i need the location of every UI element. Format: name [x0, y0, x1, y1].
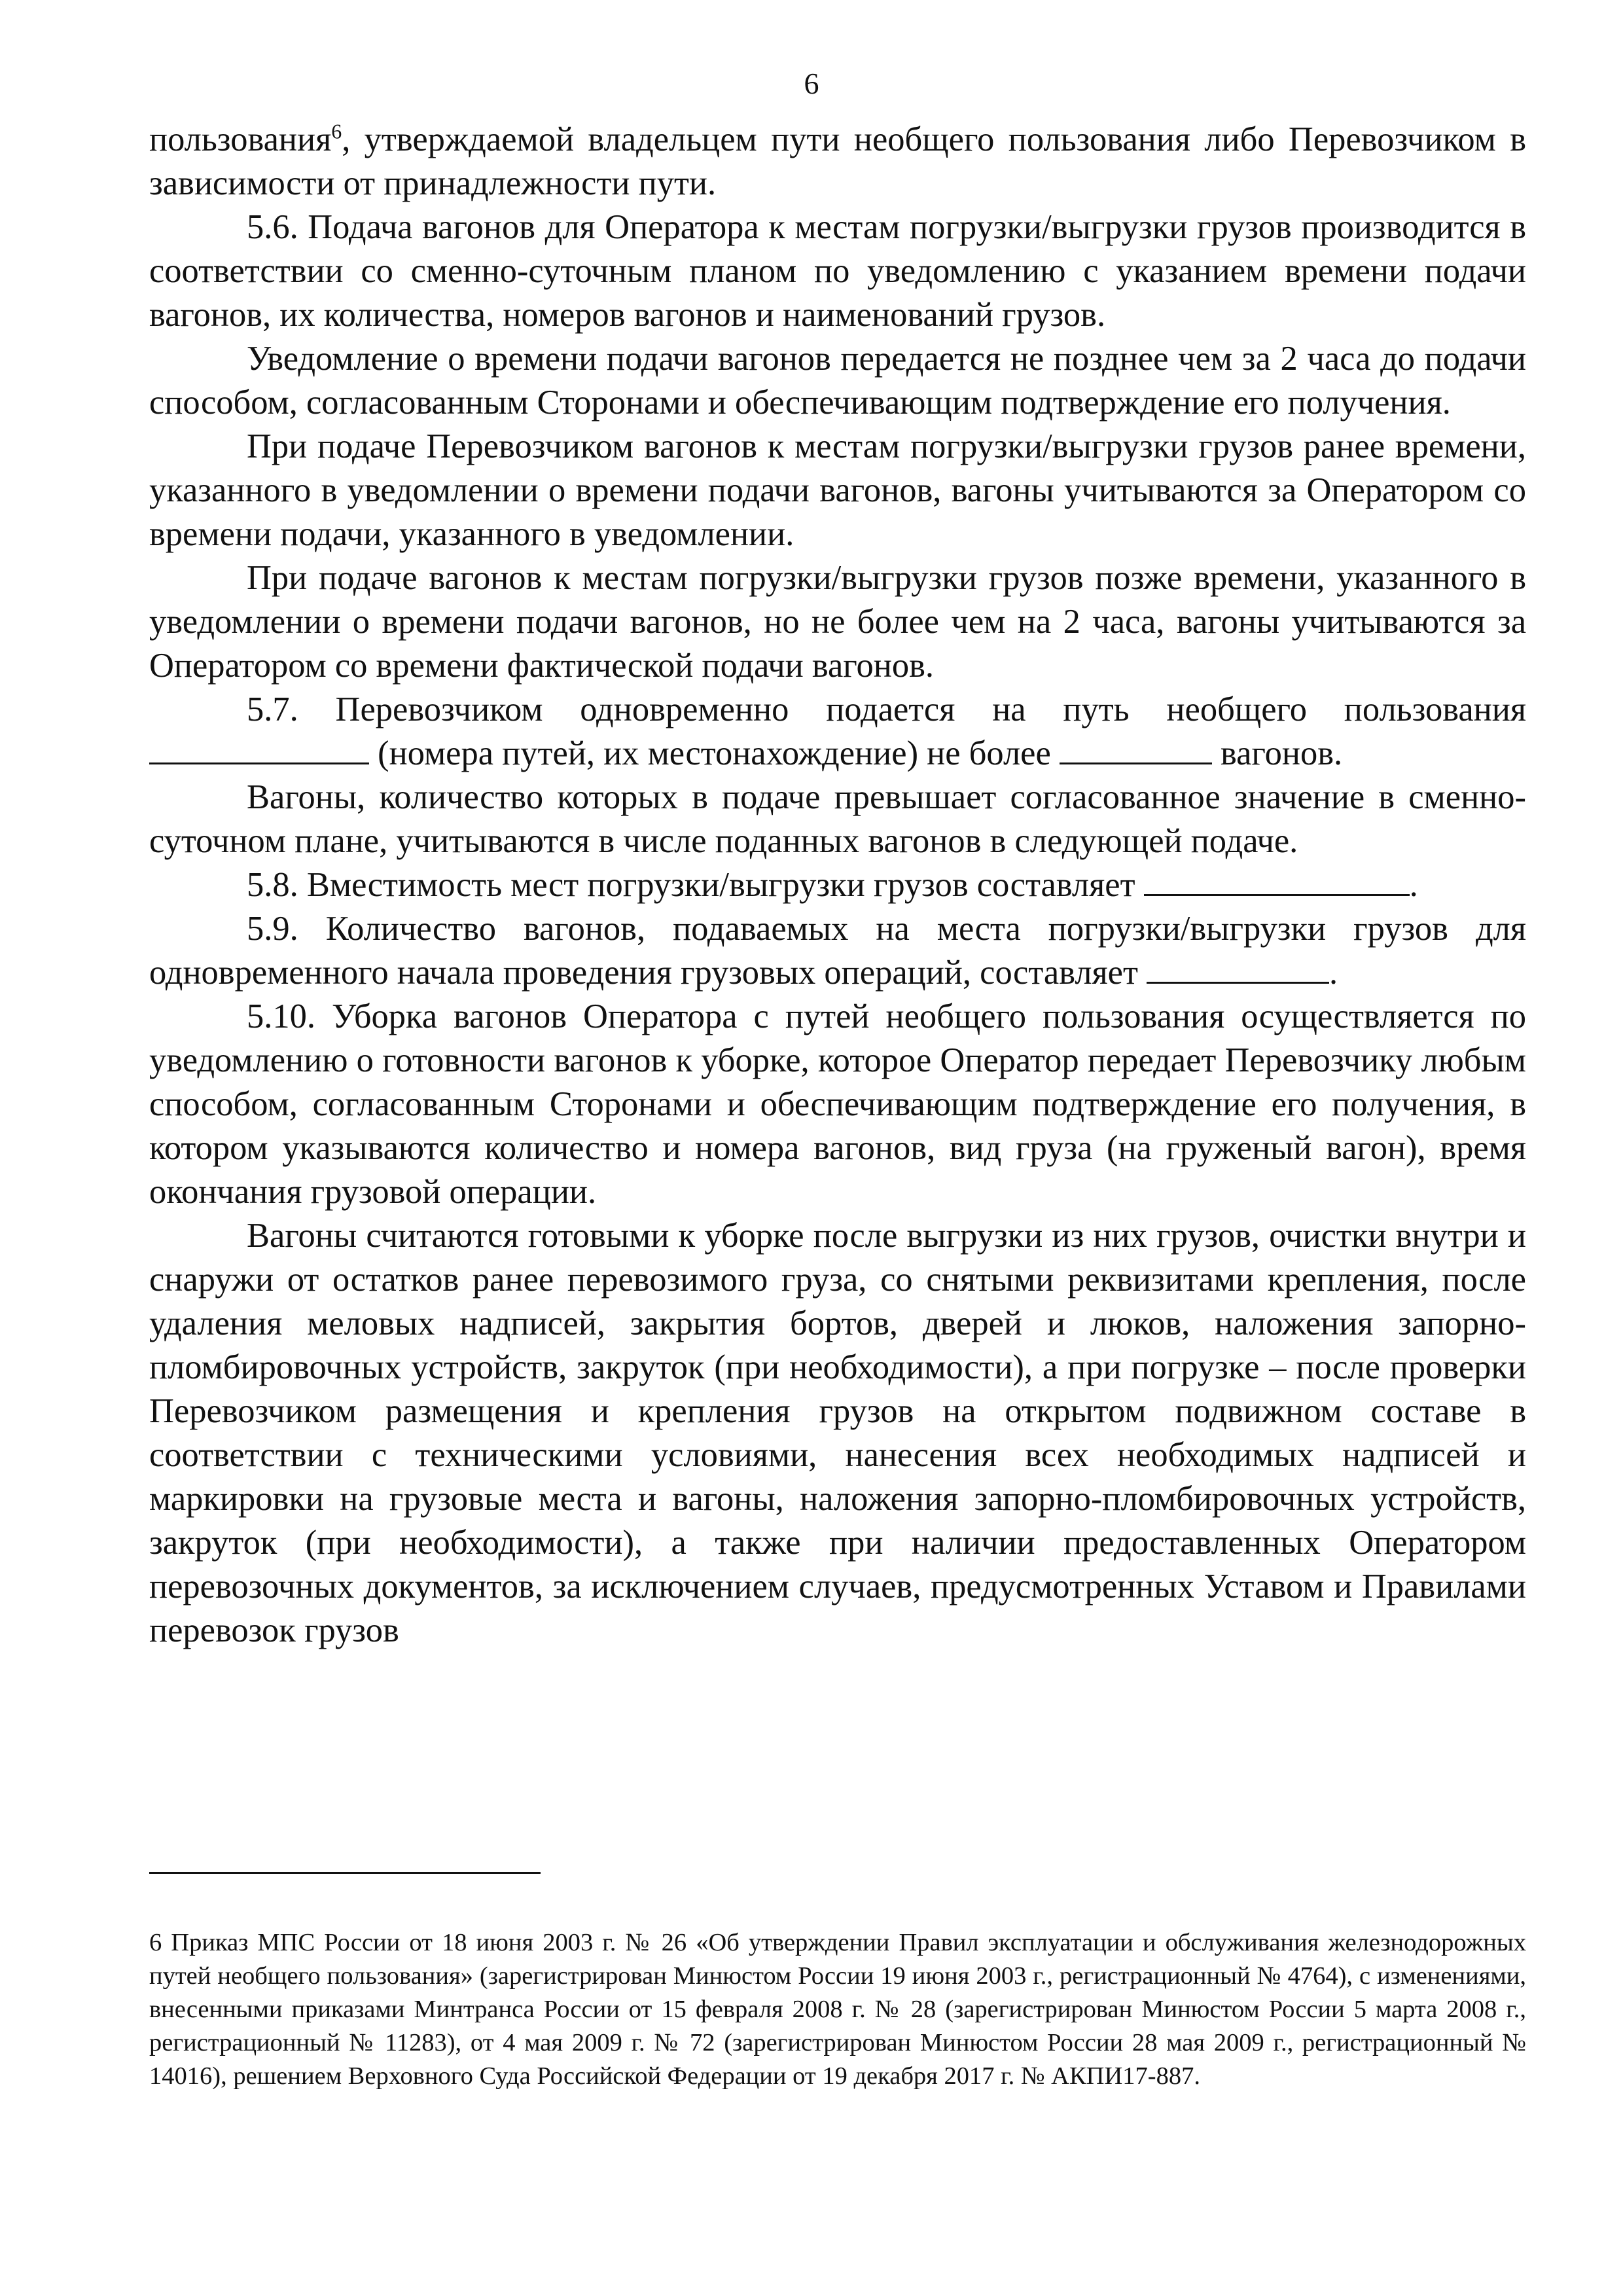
footnote-reference: 6 — [331, 119, 342, 143]
paragraph-5-10: 5.10. Уборка вагонов Оператора с путей необщего пользования осуществляется по уведомлению о готовности вагонов к уборке, которое Оператор передает Перевозчику любым способом, согласованным Сторонами и обеспечивающим подтверждение его получения, в котором указываются количество и номера вагонов, вид груза (на груженый вагон), время окончания грузовой операции. — [149, 997, 1526, 1211]
paragraph-continuation — [149, 118, 1526, 206]
body-text — [149, 118, 1526, 1653]
paragraph-text: (номера путей, их местонахождение) не более — [369, 734, 1060, 772]
page-number: 6 — [804, 67, 819, 100]
paragraph-early-delivery: При подаче Перевозчиком вагонов к местам погрузки/выгрузки грузов ранее времени, указанного в уведомлении о времени подачи вагонов, вагоны учитываются за Оператором со времени подачи, указанного в уведомлении. — [149, 427, 1526, 553]
paragraph-notification-time: Уведомление о времени подачи вагонов передается не позднее чем за 2 часа до подачи способом, согласованным Сторонами и обеспечивающим подтверждение его получения. — [149, 340, 1526, 422]
blank-line — [1060, 762, 1212, 764]
paragraph-late-delivery: При подаче вагонов к местам погрузки/выгрузки грузов позже времени, указанного в уведомлении о времени подачи вагонов, но не более чем на 2 часа, вагоны учитываются за Оператором со времени фактической подачи вагонов. — [149, 559, 1526, 685]
paragraph-text: вагонов. — [1211, 734, 1343, 772]
paragraph-5-8 — [149, 863, 1526, 907]
footnote-separator — [149, 1872, 541, 1874]
paragraph-text: 5.7. Перевозчиком одновременно подается на путь необщего пользования — [247, 691, 1526, 728]
blank-line — [149, 762, 369, 764]
paragraph-text: пользования — [149, 120, 332, 158]
blank-line — [1147, 981, 1329, 984]
paragraph-5-9 — [149, 907, 1526, 995]
paragraph-text: . — [1329, 954, 1338, 992]
paragraph-text: 5.9. Количество вагонов, подаваемых на места погрузки/выгрузки грузов для одновременного начала проведения грузовых операций, составляет — [149, 910, 1526, 992]
blank-line — [1144, 893, 1410, 896]
paragraph-ready-for-removal: Вагоны считаются готовыми к уборке после выгрузки из них грузов, очистки внутри и снаружи от остатков ранее перевозимого груза, со снятыми реквизитами крепления, после удаления меловых надписей, закрытия бортов, дверей и люков, наложения запорно-пломбировочных устройств, закруток (при необходимости), а при погрузке – после проверки Перевозчиком размещения и крепления грузов на открытом подвижном составе в соответствии с техническими условиями, нанесения всех необходимых надписей и маркировки на грузовые места и вагоны, наложения запорно-пломбировочных устройств, закруток (при необходимости), а также при наличии предоставленных Оператором перевозочных документов, за исключением случаев, предусмотренных Уставом и Правилами перевозок грузов — [149, 1217, 1526, 1649]
paragraph-text: , утверждаемой владельцем пути необщего пользования либо Перевозчиком в зависимости от принадлежности пути. — [149, 120, 1526, 202]
footnote: 6 Приказ МПС России от 18 июня 2003 г. № 26 «Об утверждении Правил эксплуатации и обслуживания железнодорожных путей необщего пользования» (зарегистрирован Минюстом России 19 июня 2003 г., регистрационный № 4764), с изменениями, внесенными приказами Минтранса России от 15 февраля 2008 г. № 28 (зарегистрирован Минюстом России 5 марта 2008 г., регистрационный № 11283), от 4 мая 2009 г. № 72 (зарегистрирован Минюстом России 28 мая 2009 г., регистрационный № 14016), решением Верховного Суда Российской Федерации от 19 декабря 2017 г. № АКПИ17-887. — [149, 1929, 1526, 2090]
paragraph-text: 5.8. Вместимость мест погрузки/выгрузки грузов составляет — [247, 866, 1144, 904]
paragraph-5-6: 5.6. Подача вагонов для Оператора к местам погрузки/выгрузки грузов производится в соответствии со сменно-суточным планом по уведомлению с указанием времени подачи вагонов, их количества, номеров вагонов и наименований грузов. — [149, 208, 1526, 334]
paragraph-text: . — [1409, 866, 1418, 904]
paragraph-excess-wagons: Вагоны, количество которых в подаче превышает согласованное значение в сменно-суточном плане, учитываются в числе поданных вагонов в следующей подаче. — [149, 778, 1526, 860]
paragraph-5-7 — [149, 688, 1526, 776]
